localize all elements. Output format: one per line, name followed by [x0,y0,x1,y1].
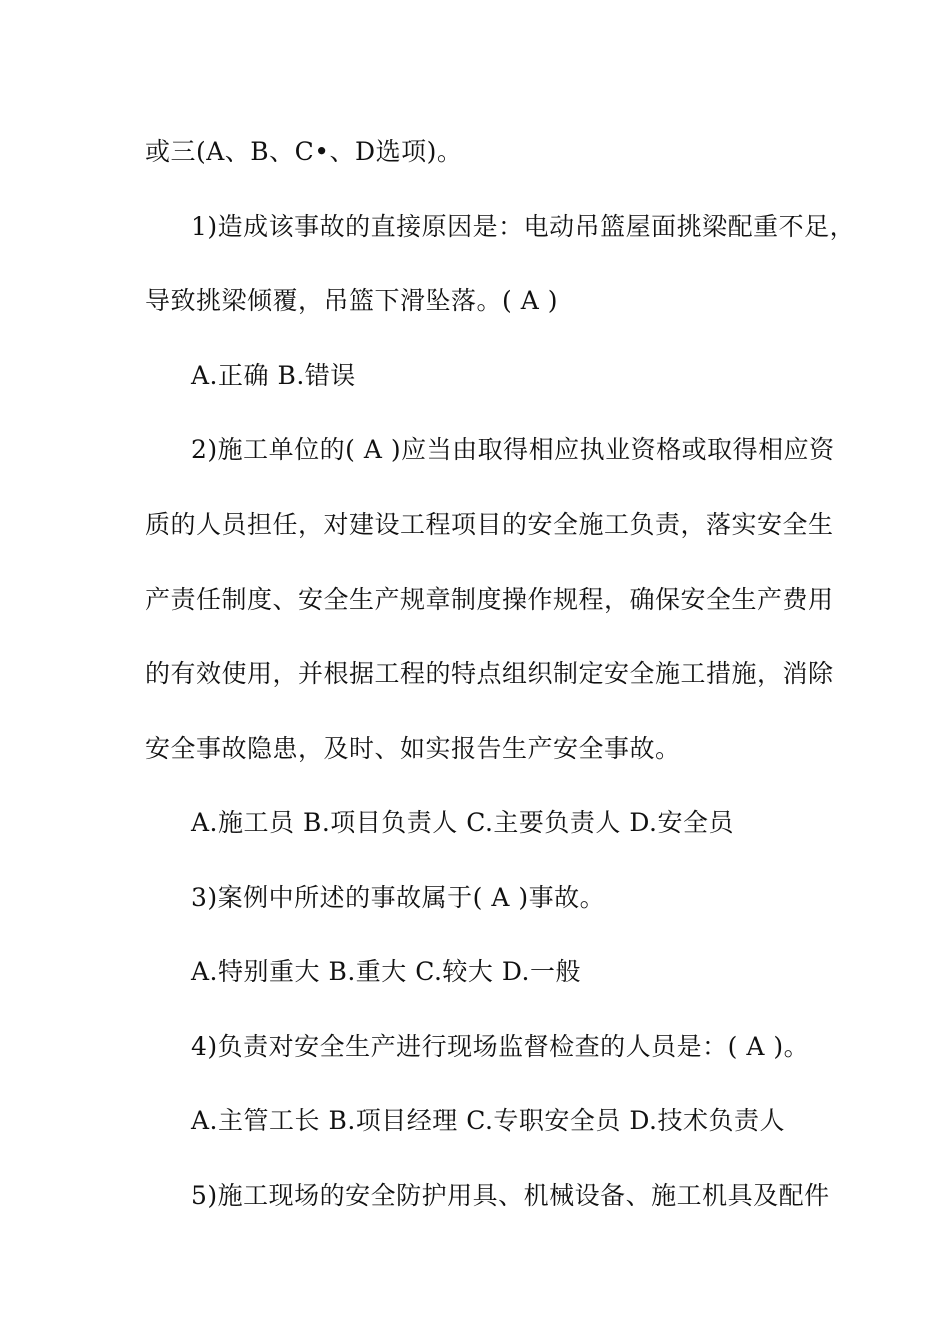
question-3-options: A.特别重大 B.重大 C.较大 D.一般 [191,957,581,986]
text-line-continuation: 或三(A、B、C•、D选项)。 [145,137,463,166]
question-4-options: A.主管工长 B.项目经理 C.专职安全员 D.技术负责人 [191,1106,785,1135]
question-2-line-1: 2)施工单位的( A )应当由取得相应执业资格或取得相应资 [191,435,835,464]
question-1-options: A.正确 B.错误 [191,361,356,390]
question-1-line-1: 1)造成该事故的直接原因是：电动吊篮屋面挑梁配重不足， [191,212,856,241]
question-5-line-1: 5)施工现场的安全防护用具、机械设备、施工机具及配件 [191,1181,830,1210]
question-4-line-1: 4)负责对安全生产进行现场监督检查的人员是：( A )。 [191,1032,810,1061]
question-2-line-3: 产责任制度、安全生产规章制度操作规程，确保安全生产费用 [145,585,834,614]
question-2-line-5: 安全事故隐患，及时、如实报告生产安全事故。 [145,734,681,763]
question-3-line-1: 3)案例中所述的事故属于( A )事故。 [191,883,606,912]
question-1-line-2: 导致挑梁倾覆，吊篮下滑坠落。( A ) [145,286,558,315]
question-2-line-4: 的有效使用，并根据工程的特点组织制定安全施工措施，消除 [145,659,834,688]
question-2-line-2: 质的人员担任，对建设工程项目的安全施工负责，落实安全生 [145,510,834,539]
question-2-options: A.施工员 B.项目负责人 C.主要负责人 D.安全员 [191,808,734,837]
